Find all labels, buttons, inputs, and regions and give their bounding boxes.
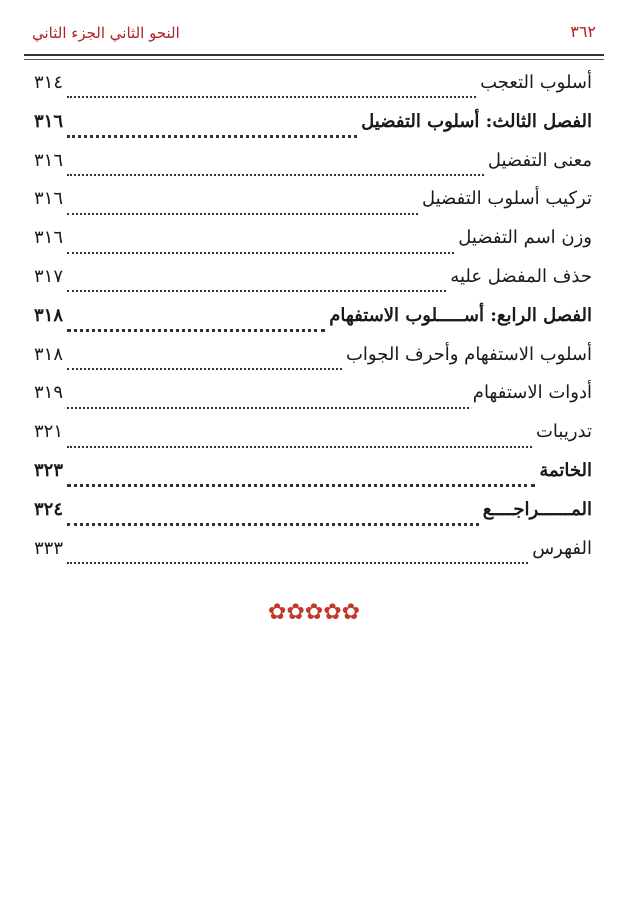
dot-leader <box>67 174 484 176</box>
dot-leader <box>67 484 535 487</box>
toc-entry-page: ٣١٦ <box>34 188 64 210</box>
dot-leader <box>67 446 532 448</box>
running-title: النحو الثاني الجزء الثاني <box>32 24 180 42</box>
page-number: ٣٦٢ <box>570 22 596 41</box>
toc-entry <box>34 111 592 150</box>
toc-entry <box>34 344 592 383</box>
dot-leader <box>67 252 454 254</box>
toc-entry-page: ٣١٤ <box>34 72 64 93</box>
toc-entry-page: ٣٢١ <box>34 421 64 443</box>
toc-entry-title: الفهرس <box>532 537 592 559</box>
toc-entry <box>34 538 592 577</box>
toc-entry <box>34 460 592 499</box>
toc-entry-page: ٣١٨ <box>34 304 64 326</box>
dot-leader <box>67 562 528 564</box>
toc-entry <box>34 499 592 538</box>
toc-entry-page: ٣١٧ <box>34 265 64 287</box>
dot-leader <box>67 523 479 526</box>
header-rule-thin <box>24 59 604 60</box>
dot-leader <box>67 329 325 332</box>
toc-entry-page: ٣١٦ <box>34 149 64 171</box>
toc-entry-page: ٣١٦ <box>34 227 64 249</box>
toc-entry-title: معنى التفضيل <box>487 149 592 171</box>
page-header <box>24 20 604 56</box>
toc-entry-page: ٣٢٤ <box>34 498 64 520</box>
toc-entry <box>34 305 592 344</box>
toc-entry <box>34 382 592 421</box>
dot-leader <box>67 96 476 98</box>
toc-entry-title: أسلوب التعجب <box>480 72 592 93</box>
toc-entry <box>34 421 592 460</box>
toc-entry-title: أسلوب الاستفهام وأحرف الجواب <box>345 343 592 365</box>
toc-entry-page: ٣١٦ <box>34 110 64 132</box>
toc-entry-title: المــــــراجــــع <box>482 498 592 520</box>
toc-entry <box>34 188 592 227</box>
toc-entry-title: حذف المفضل عليه <box>450 265 592 287</box>
toc-entry-title: الخاتمة <box>539 459 592 481</box>
dot-leader <box>67 368 342 370</box>
dot-leader <box>67 290 446 292</box>
toc-entry-page: ٣٢٣ <box>34 459 64 481</box>
dot-leader <box>67 135 357 138</box>
ornament-divider: ✿✿✿✿✿ <box>267 600 361 625</box>
toc-entry <box>34 150 592 189</box>
dot-leader <box>67 407 469 409</box>
toc-entry <box>34 72 592 111</box>
toc-entry-page: ٣١٨ <box>34 343 64 365</box>
toc-entry <box>34 266 592 305</box>
toc-entry-title: الفصل الثالث: أسلوب التفضيل <box>361 110 592 132</box>
toc-entry-page: ٣١٩ <box>34 382 64 404</box>
toc-entry-page: ٣٣٣ <box>34 537 64 559</box>
toc-entry-title: تدريبات <box>535 421 592 443</box>
toc-entry-title: وزن اسم التفضيل <box>458 227 592 249</box>
toc-entry <box>34 227 592 266</box>
toc-entry-title: أدوات الاستفهام <box>472 382 592 404</box>
toc-entry-title: تركيب أسلوب التفضيل <box>421 188 592 210</box>
table-of-contents <box>34 72 592 576</box>
header-rule <box>24 54 604 56</box>
toc-entry-title: الفصل الرابع: أســـــلوب الاستفهام <box>329 304 592 326</box>
dot-leader <box>67 213 418 215</box>
